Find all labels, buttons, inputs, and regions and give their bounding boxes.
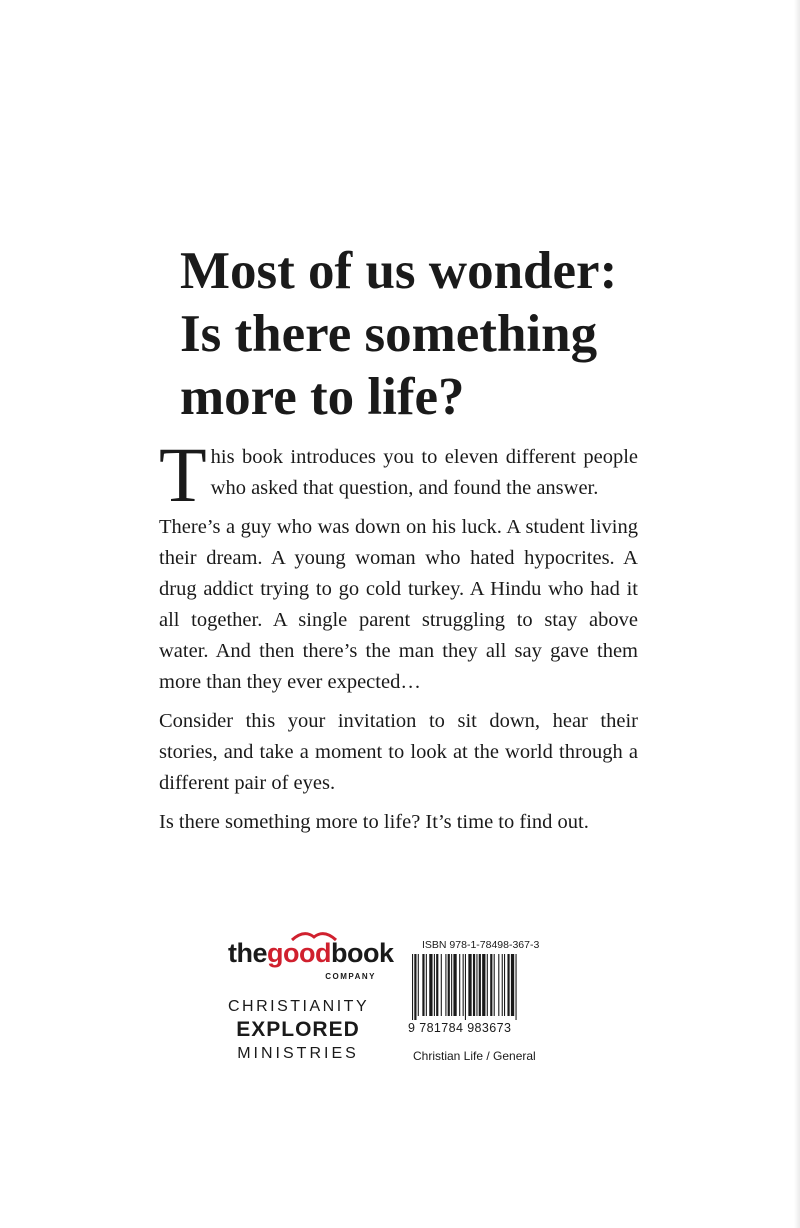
barcode-bar — [426, 954, 427, 1016]
wordmark-good: good — [267, 938, 331, 968]
barcode-bar — [414, 954, 416, 1020]
company-label: COMPANY — [325, 972, 376, 981]
barcode-bar — [434, 954, 435, 1016]
christianity-explored-logo — [228, 998, 368, 1068]
thegoodbook-logo — [228, 928, 394, 984]
barcode-bar — [473, 954, 475, 1016]
barcode-bar — [490, 954, 492, 1016]
ce-line-1: CHRISTIANITY — [228, 998, 370, 1015]
barcode-bar — [498, 954, 499, 1016]
barcode-bar — [436, 954, 438, 1016]
barcode-bar — [453, 954, 456, 1016]
wordmark-the: the — [228, 938, 267, 968]
barcode-bar — [445, 954, 446, 1016]
barcode-digits: 9 781784 983673 — [408, 1021, 512, 1035]
barcode-bar — [516, 954, 517, 1020]
headline — [180, 240, 740, 429]
barcode-bar — [468, 954, 471, 1016]
ce-line-3: MINISTRIES — [237, 1045, 359, 1062]
barcode-bar — [448, 954, 450, 1016]
blurb-paragraph-1-text: his book introduces you to eleven different people who asked that question, and found the answer. — [210, 446, 638, 499]
barcode-bar — [412, 954, 413, 1020]
blurb-paragraph-1 — [159, 431, 638, 518]
ce-line-2: EXPLORED — [236, 1018, 360, 1041]
barcode-bar — [418, 954, 419, 1016]
category-label: Christian Life / General — [413, 1049, 536, 1063]
headline-line-3: more to life? — [180, 368, 465, 426]
barcode-bar — [479, 954, 481, 1016]
barcode-bar — [459, 954, 460, 1016]
page-edge-shadow — [794, 0, 800, 1228]
headline-line-2: Is there something — [180, 305, 598, 363]
blurb — [159, 431, 638, 846]
barcode-bar — [507, 954, 509, 1016]
barcode-bar — [429, 954, 432, 1016]
barcode-bar — [451, 954, 452, 1016]
barcode-icon — [408, 954, 558, 1020]
thegoodbook-wordmark — [228, 938, 393, 969]
barcode-bar — [441, 954, 442, 1016]
barcode-bar — [504, 954, 505, 1016]
blurb-paragraph-4: Is there something more to life? It’s time to find out. — [159, 811, 589, 833]
barcode-bar — [511, 954, 514, 1016]
isbn-label: ISBN 978-1-78498-367-3 — [422, 939, 540, 951]
blurb-paragraph-3: Consider this your invitation to sit down, hear their stories, and take a moment to look at the world through a different pair of eyes. — [159, 710, 638, 794]
barcode-bar — [487, 954, 488, 1016]
headline-line-1: Most of us wonder: — [180, 242, 618, 300]
barcode-bar — [494, 954, 495, 1016]
barcode-bar — [502, 954, 503, 1016]
barcode-bar — [482, 954, 485, 1016]
blurb-paragraph-2: There’s a guy who was down on his luck. A student living their dream. A young woman who hated hypocrites. A drug addict trying to go cold turkey. A Hindu who had it all together. A single parent struggling to stay above water. And then there’s the man they all say gave them more than they ever expected… — [159, 516, 638, 693]
barcode-bar — [465, 954, 466, 1020]
wordmark-book: book — [330, 938, 394, 968]
barcode-bar — [422, 954, 424, 1016]
drop-cap: T — [159, 431, 207, 518]
barcode-bar — [476, 954, 477, 1016]
barcode-bar — [463, 954, 464, 1016]
